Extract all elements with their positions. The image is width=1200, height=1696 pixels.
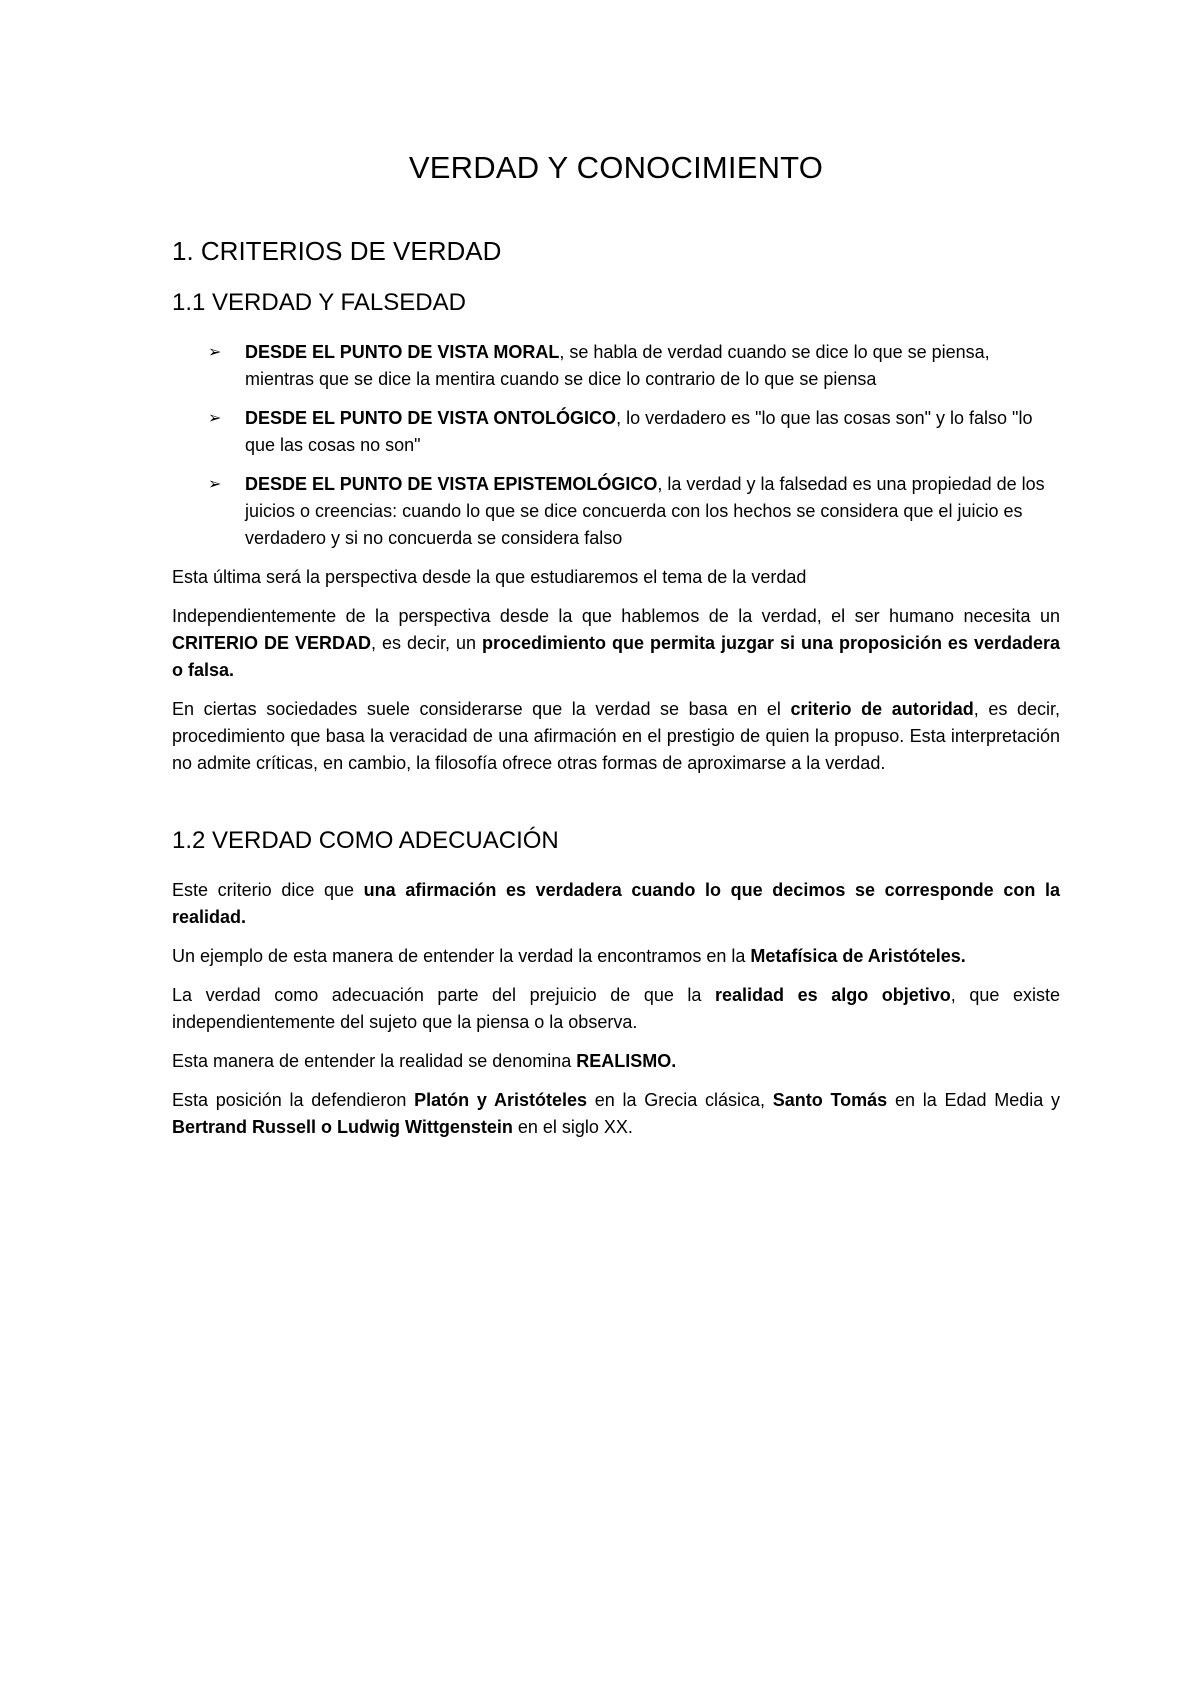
document-title: VERDAD Y CONOCIMIENTO [408,150,824,185]
bullet-bold-label: DESDE EL PUNTO DE VISTA MORAL [245,342,560,362]
text-run: en la Edad Media y [887,1090,1061,1110]
bullet-bold-label: DESDE EL PUNTO DE VISTA ONTOLÓGICO [245,408,617,428]
bold-run: Platón y Aristóteles [414,1090,587,1110]
paragraph-metafisica [172,943,1060,970]
document-content [172,150,1060,1153]
text-run: En ciertas sociedades suele considerarse que la verdad se basa en el [172,699,791,719]
arrowhead-bullet-icon: ➢ [208,476,222,493]
text-run: Este criterio dice que [172,880,364,900]
bullet-bold-label: DESDE EL PUNTO DE VISTA EPISTEMOLÓGICO [245,474,658,494]
bold-run: Bertrand Russell o Ludwig Wittgenstein [172,1117,513,1137]
paragraph-criterio-autoridad [172,696,1060,777]
section-heading-criterios: 1. CRITERIOS DE VERDAD [172,236,502,266]
paragraph-realismo [172,1048,1060,1075]
text-run: La verdad como adecuación parte del prejuicio de que la [172,985,716,1005]
bold-run: criterio de autoridad [790,699,974,719]
bold-run: REALISMO. [576,1051,677,1071]
bullet-text: , se habla de verdad cuando se dice lo que se piensa, mientras que se dice la mentira cuando se dice lo contrario de lo que se piensa [245,342,990,389]
list-item-epistemologico [172,471,1060,552]
subsection-heading-verdad-falsedad: 1.1 VERDAD Y FALSEDAD [172,289,466,316]
bullet-text: , la verdad y la falsedad es una propiedad de los juicios o creencias: cuando lo que se dice concuerda con los hechos se considera que el juicio es verdadero y si no concuerda se considera falso [245,474,1045,548]
text-run: , es decir, un [370,633,482,653]
paragraph-ultima-perspectiva: Esta última será la perspectiva desde la que estudiaremos el tema de la verdad [172,567,807,587]
perspective-list [172,339,1060,552]
list-item-ontologico [172,405,1060,459]
text-run: , que existe independientemente del sujeto que la piensa o la observa. [172,985,1060,1032]
paragraph-realidad-objetiva [172,982,1060,1036]
text-run: en la Grecia clásica, [586,1090,773,1110]
text-run: Esta posición la defendieron [172,1090,415,1110]
bold-run: procedimiento que permita juzgar si una proposición es verdadera o falsa. [172,633,1060,680]
bold-run: una afirmación es verdadera cuando lo que decimos se corresponde con la realidad. [172,880,1060,927]
bullet-text: , lo verdadero es "lo que las cosas son" y lo falso "lo que las cosas no son" [245,408,1033,455]
arrowhead-bullet-icon: ➢ [208,410,222,427]
bold-run: realidad es algo objetivo [715,985,951,1005]
list-item-moral [172,339,1060,393]
text-run: Esta manera de entender la realidad se denomina [172,1051,577,1071]
paragraph-criterio-adecuacion [172,877,1060,931]
text-run: en el siglo XX. [512,1117,633,1137]
text-run: Un ejemplo de esta manera de entender la verdad la encontramos en la [172,946,751,966]
bold-run: Metafísica de Aristóteles. [750,946,966,966]
subsection-heading-adecuacion: 1.2 VERDAD COMO ADECUACIÓN [172,827,559,854]
text-run: , es decir, procedimiento que basa la veracidad de una afirmación en el prestigio de quien la propuso. Esta interpretación no admite críticas, en cambio, la filosofía ofrece otras formas de aproximarse a la verdad. [172,699,1060,773]
arrowhead-bullet-icon: ➢ [208,344,222,361]
paragraph-criterio-de-verdad [172,603,1060,684]
bold-run: CRITERIO DE VERDAD [172,633,371,653]
text-run: Independientemente de la perspectiva desde la que hablemos de la verdad, el ser humano necesita un [172,606,1060,626]
bold-run: Santo Tomás [772,1090,888,1110]
paragraph-defensores [172,1087,1060,1141]
